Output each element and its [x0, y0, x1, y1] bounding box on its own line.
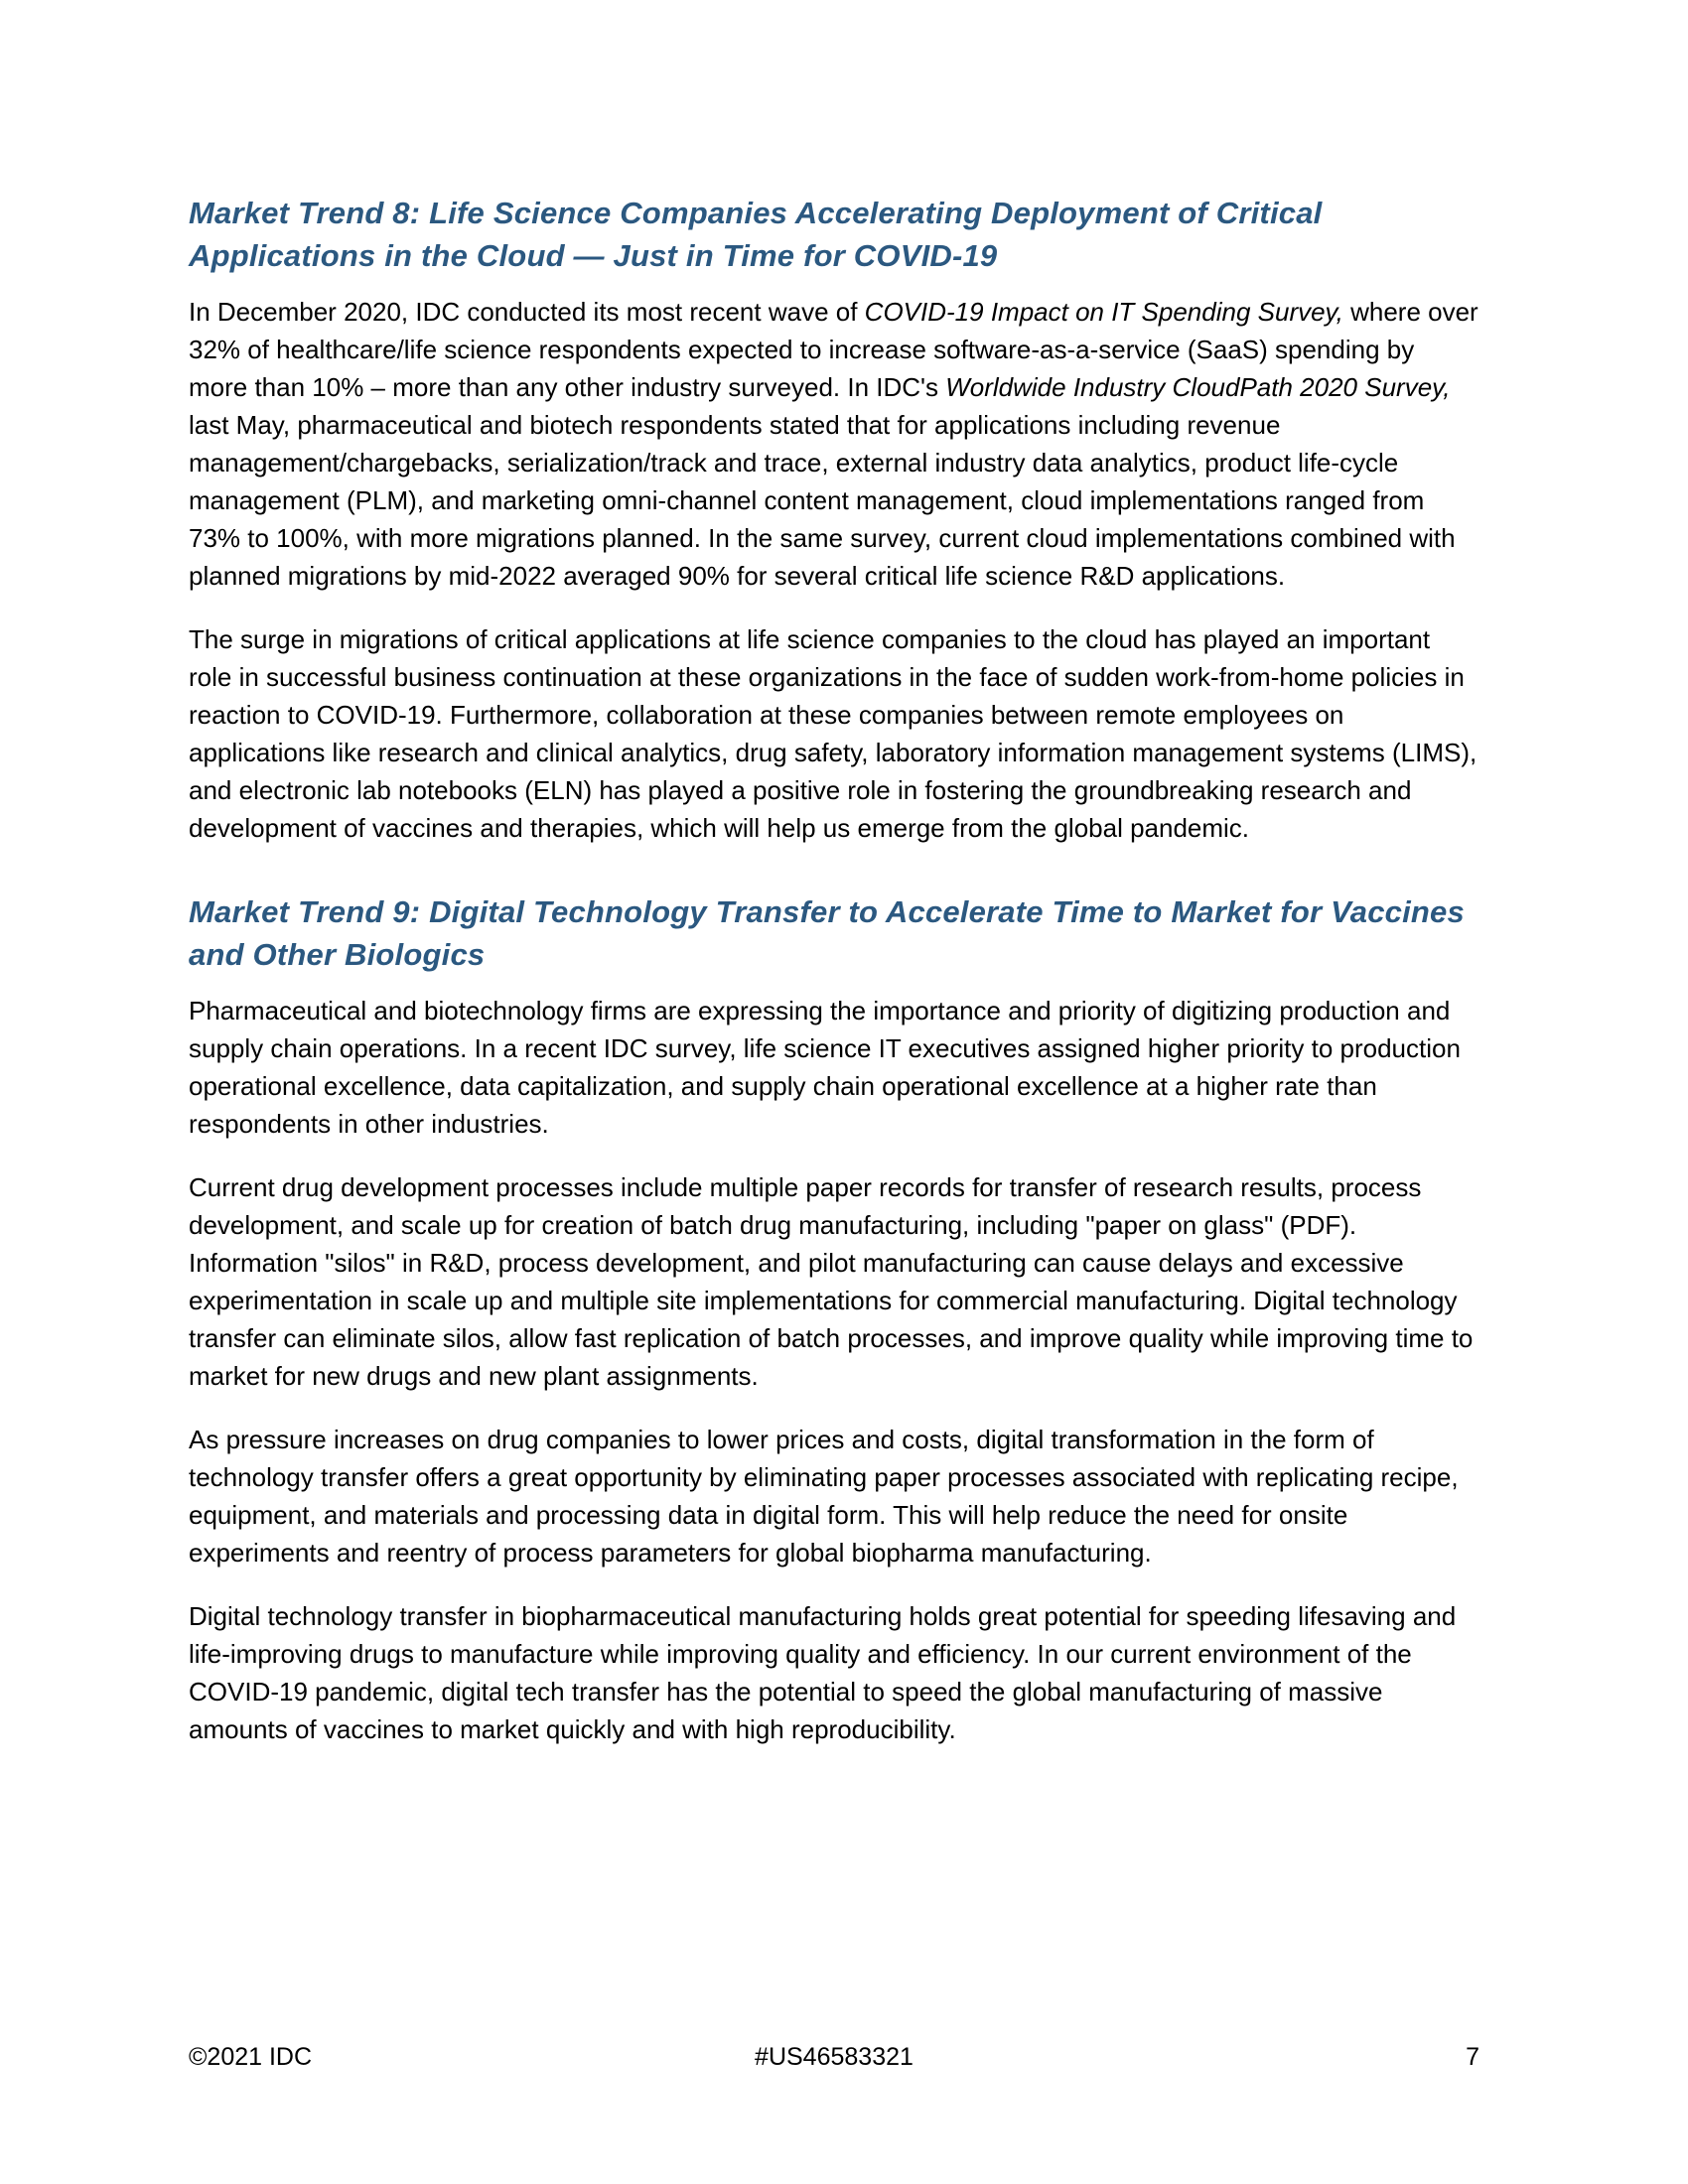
text-run: As pressure increases on drug companies to lower prices and costs, digital transformation in the form of technology transfer offers a great opportunity by eliminating paper processes associated with replicating recipe, equipment, and materials and processing data in digital form. This will help reduce the need for onsite experiments and reentry of process parameters for global biopharma manufacturing. — [189, 1425, 1459, 1568]
text-run: where over 32% of healthcare/life science respondents expected to increase software-as-a-service (SaaS) spending by more than 10% – more than any other industry surveyed. In IDC's — [189, 297, 1478, 402]
section-heading: Market Trend 8: Life Science Companies Accelerating Deployment of Critical Applications in the Cloud — Just in Time for COVID-19 — [189, 196, 1323, 273]
footer-copyright: ©2021 IDC — [189, 2043, 313, 2071]
italic-text-run: COVID-19 Impact on IT Spending Survey, — [864, 297, 1343, 327]
body-paragraph — [189, 620, 1479, 847]
text-run: last May, pharmaceutical and biotech respondents stated that for applications including revenue management/chargebacks, serialization/track and trace, external industry data analytics, product life-cycle management (PLM), and marketing omni-channel content management, cloud implementations ranged from 73% to 100%, with more migrations planned. In the same survey, current cloud implementations combined with planned migrations by mid-2022 averaged 90% for several critical life science R&D applications. — [189, 410, 1456, 591]
body-paragraph — [189, 1168, 1479, 1395]
text-run: Pharmaceutical and biotechnology firms are expressing the importance and priority of digitizing production and supply chain operations. In a recent IDC survey, life science IT executives assigned higher priority to production operational excellence, data capitalization, and supply chain operational excellence at a higher rate than respondents in other industries. — [189, 996, 1461, 1139]
body-paragraph — [189, 293, 1479, 595]
text-run: In December 2020, IDC conducted its most recent wave of — [189, 297, 865, 327]
section-heading: Market Trend 9: Digital Technology Transfer to Accelerate Time to Market for Vaccines and Other Biologics — [189, 894, 1465, 972]
text-run: The surge in migrations of critical applications at life science companies to the cloud has played an important role in successful business continuation at these organizations in the face of sudden work-from-home policies in reaction to COVID-19. Furthermore, collaboration at these companies between remote employees on applications like research and clinical analytics, drug safety, laboratory information management systems (LIMS), and electronic lab notebooks (ELN) has played a positive role in fostering the groundbreaking research and development of vaccines and therapies, which will help us emerge from the global pandemic. — [189, 624, 1477, 843]
footer-document-id: #US46583321 — [755, 2043, 914, 2071]
body-paragraph — [189, 1421, 1479, 1571]
text-run: Digital technology transfer in biopharmaceutical manufacturing holds great potential for speeding lifesaving and life-improving drugs to manufacture while improving quality and efficiency. In our current environment of the COVID-19 pandemic, digital tech transfer has the potential to speed the global manufacturing of massive amounts of vaccines to market quickly and with high reproducibility. — [189, 1601, 1457, 1744]
footer-page-number: 7 — [1466, 2043, 1479, 2071]
italic-text-run: Worldwide Industry CloudPath 2020 Survey, — [945, 372, 1451, 402]
body-paragraph — [189, 992, 1479, 1143]
page-footer — [189, 2043, 1479, 2072]
text-run: Current drug development processes include multiple paper records for transfer of research results, process development, and scale up for creation of batch drug manufacturing, including "paper on glass" (PDF). Information "silos" in R&D, process development, and pilot manufacturing can cause delays and excessive experimentation in scale up and multiple site implementations for commercial manufacturing. Digital technology transfer can eliminate silos, allow fast replication of batch processes, and improve quality while improving time to market for new drugs and new plant assignments. — [189, 1172, 1474, 1391]
body-paragraph — [189, 1597, 1479, 1748]
